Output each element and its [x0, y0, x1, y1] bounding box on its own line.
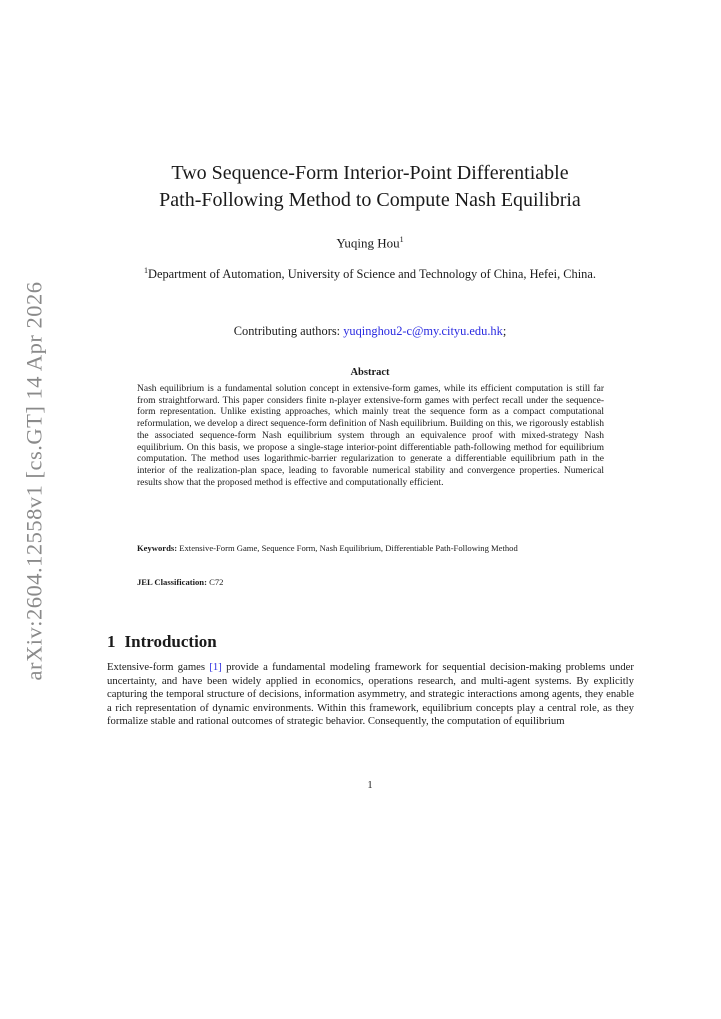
abstract-heading: Abstract [350, 367, 390, 378]
intro-text-rest: provide a fundamental modeling framework for sequential decision-making problems under uncertainty, and have been widely applied in economics, operations research, and multi-agent systems. By explicitly capturing the temporal structure of decisions, information asymmetry, and strategic interactions among agents, they enable a rich representation of dynamic environments. Within this framework, equilibrium concepts play a central role, as they formalize stable and rational outcomes of strategic behavior. Consequently, the computation of equilibrium [107, 661, 634, 728]
affiliation [120, 262, 620, 283]
abstract-body: Nash equilibrium is a fundamental solution concept in extensive-form games, while its efficient computation is still far from straightforward. This paper considers finite n-player extensive-form games with perfect recall under the sequence-form representation. Unlike existing approaches, which mainly treat the sequence form as a compact computational reformulation, we develop a direct sequence-form definition of Nash equilibrium. Building on this, we rigorously establish the associated sequence-form Nash equilibrium system through an equivalence proof with mixed-strategy Nash equilibrium. On this basis, we propose a single-stage interior-point differentiable path-following method for equilibrium computation. The method uses logarithmic-barrier regularization to generate a differentiable equilibrium path in the interior of the realization-plan space, leading to favorable numerical stability and convergence properties. Numerical results show that the proposed method is effective and computationally efficient. [137, 384, 604, 488]
jel-label: JEL Classification: [137, 577, 207, 587]
citation-link[interactable]: [1] [209, 661, 222, 673]
affiliation-text: Department of Automation, University of Science and Technology of China, Hefei, China. [148, 267, 596, 282]
keywords-text: Extensive-Form Game, Sequence Form, Nash Equilibrium, Differentiable Path-Following Method [177, 543, 518, 553]
contributing-authors [110, 324, 630, 339]
affiliation-mark: 1 [144, 266, 149, 275]
author-line [110, 235, 630, 251]
arxiv-identifier-stamp [12, 281, 56, 681]
keywords [137, 543, 604, 554]
section-number: 1 [107, 632, 116, 651]
section-heading-introduction [107, 632, 217, 652]
intro-text-start: Extensive-form games [107, 661, 210, 673]
contributing-authors-label: Contributing authors: [233, 324, 344, 338]
introduction-paragraph [107, 661, 634, 729]
section-title: Introduction [124, 632, 217, 651]
author-name: Yuqing Hou [336, 235, 400, 251]
jel-code: C72 [206, 577, 224, 587]
paper-title [110, 160, 630, 214]
author-affiliation-mark: 1 [399, 235, 404, 244]
arxiv-identifier-text: arXiv:2604.12558v1 [cs.GT] 14 Apr 2026 [21, 281, 47, 681]
contributing-authors-suffix: ; [502, 324, 507, 338]
contact-email-link[interactable]: yuqinghou2-c@my.cityu.edu.hk [343, 324, 503, 338]
page-number: 1 [367, 780, 373, 791]
paper-title-line-1: Two Sequence-Form Interior-Point Differentiable [171, 162, 569, 184]
jel-classification [137, 577, 604, 587]
paper-title-line-2: Path-Following Method to Compute Nash Equilibria [159, 189, 581, 211]
keywords-label: Keywords: [137, 543, 178, 553]
